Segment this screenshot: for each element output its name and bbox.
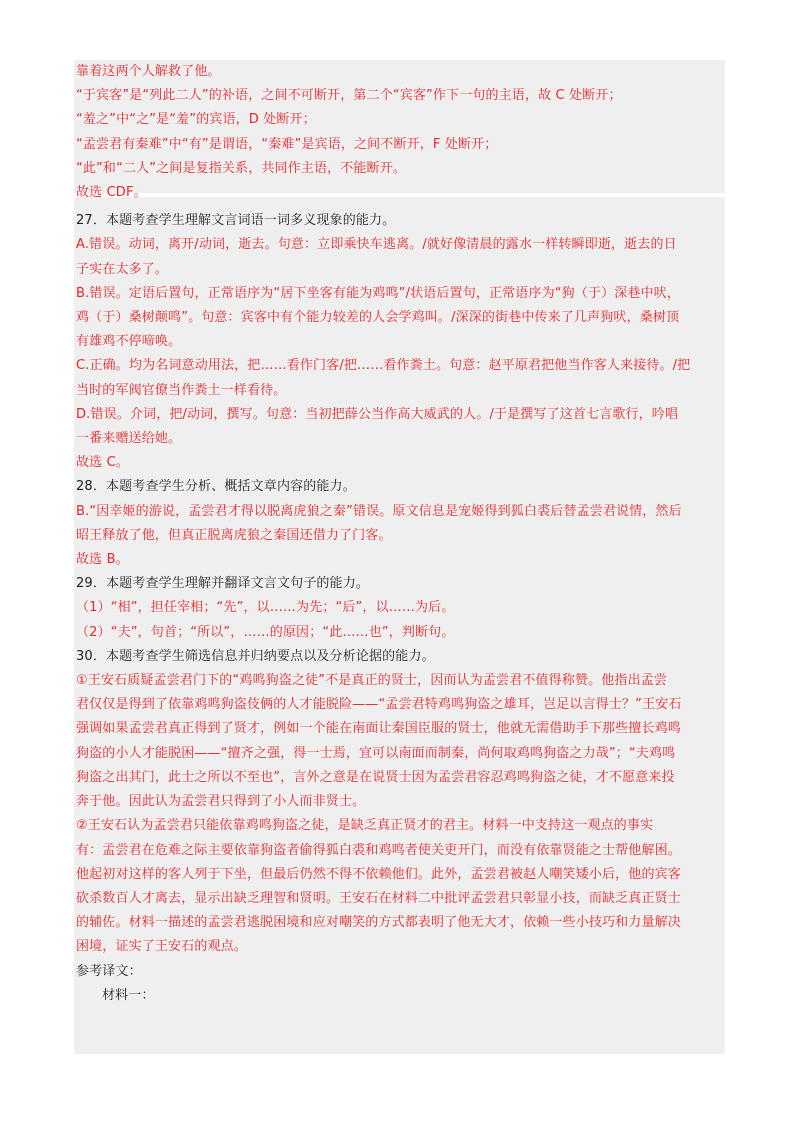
text-line: “于宾客”是“列此二人”的补语，之间不可断开，第二个“宾客”作下一句的主语，故 C 处断开； [76, 88, 622, 104]
text-line: 29．本题考查学生理解并翻译文言文句子的能力。 [76, 576, 369, 592]
text-line: “此”和“二人”之间是复指关系，共同作主语，不能断开。 [76, 160, 406, 176]
text-line: 有雄鸡不停啼唤。 [76, 334, 182, 350]
text-line: 故选 CDF。 [76, 185, 147, 201]
text-line: 有：孟尝君在危难之际主要依靠狗盗者偷得狐白裘和鸡鸣者使关吏开门，而没有依靠贤能之士帮他解困。 [76, 842, 681, 858]
text-line: 的辅佐。材料一描述的孟尝君逃脱困境和应对嘲笑的方式都表明了他无大才，依赖一些小技巧和力量解决 [76, 915, 681, 931]
text-line: 30．本题考查学生筛选信息并归纳要点以及分析论据的能力。 [76, 648, 435, 664]
text-line: 狗盗之出其门，此士之所以不至也”，言外之意是在说贤士因为孟尝君容忍鸡鸣狗盗之徒，才不愿意来投 [76, 769, 675, 785]
text-line: 强调如果孟尝君真正得到了贤才，例如一个能在南面让秦国臣服的贤士，他就无需借助手下那些擅长鸡鸣 [76, 721, 681, 737]
text-line: 27．本题考查学生理解文言词语一词多义现象的能力。 [76, 213, 396, 229]
text-line: 子实在太多了。 [76, 261, 169, 277]
text-line: 他起初对这样的客人列于下坐，但最后仍然不得不依赖他们。此外，孟尝君被赵人嘲笑矮小后，他的宾客 [76, 866, 681, 882]
text-line: D.错误。介词，把/动词，撰写。句意：当初把薛公当作高大威武的人。/于是撰写了这首七言歌行，吟唱 [76, 406, 679, 422]
text-line: 参考译文： [76, 963, 142, 979]
text-line: B.错误。定语后置句，正常语序为“居下坐客有能为鸡鸣”/状语后置句，正常语序为“狗（于）深巷中吠， [76, 285, 680, 301]
text-line: “孟尝君有秦难”中“有”是谓语，“秦难”是宾语，之间不断开，F 处断开； [76, 136, 498, 152]
text-line: 奔于他。因此认为孟尝君只得到了小人而非贤士。 [76, 794, 366, 810]
text-line: 鸡（于）桑树颠鸣”。句意：宾客中有个能力较差的人会学鸡叫。/深深的街巷中传来了几声狗吠，桑树顶 [76, 310, 680, 326]
text-line: 昭王释放了他，但真正脱离虎狼之秦国还借力了门客。 [76, 527, 392, 543]
text-line: ①王安石质疑孟尝君门下的“鸡鸣狗盗之徒”不是真正的贤士，因而认为孟尝君不值得称赞。他指出孟尝 [76, 673, 668, 689]
text-line: 故选 C。 [76, 455, 129, 471]
text-line: 君仅仅是得到了依靠鸡鸣狗盗伎俩的人才能脱险——“孟尝君特鸡鸣狗盗之雄耳，岂足以言得士？”王安石 [76, 697, 682, 713]
text-line: A.错误。动词，离开/动词，逝去。句意：立即乘快车逃离。/就好像清晨的露水一样转瞬即逝，逝去的日 [76, 237, 677, 253]
text-line: ②王安石认为孟尝君只能依靠鸡鸣狗盗之徒，是缺乏真正贤才的君主。材料一中支持这一观点的事实 [76, 818, 654, 834]
text-line: 狗盗的小人才能脱困——“擅齐之强，得一士焉，宜可以南面而制秦，尚何取鸡鸣狗盗之力哉”；“夫鸡鸣 [76, 745, 676, 761]
text-line: C.正确。均为名词意动用法，把……看作门客/把……看作粪土。句意：赵平原君把他当作客人来接待。/把 [76, 358, 691, 374]
answer-explanation-text [76, 60, 724, 1008]
text-line: 困境，证实了王安石的观点。 [76, 939, 247, 955]
text-line: “羞之”中“之”是“羞”的宾语，D 处断开； [76, 112, 316, 128]
text-line: 一番来赠送给她。 [76, 431, 182, 447]
text-line: 靠着这两个人解救了他。 [76, 64, 221, 79]
text-line: B.“因幸姬的游说，孟尝君才得以脱离虎狼之秦”错误。原文信息是宠姬得到狐白裘后替孟尝君说情，然后 [76, 503, 682, 519]
text-line: 材料一： [102, 987, 155, 1003]
text-line: （1）“相”，担任宰相；“先”，以……为先；“后”，以……为后。 [76, 600, 455, 616]
text-line: （2）“夫”，句首；“所以”，……的原因；“此……也”，判断句。 [76, 624, 455, 640]
text-line: 故选 B。 [76, 552, 129, 568]
text-line: 砍杀数百人才离去，显示出缺乏理智和贤明。王安石在材料二中批评孟尝君只彰显小技，而缺乏真正贤士 [76, 890, 681, 906]
text-line: 当时的军阀官僚当作粪土一样看待。 [76, 382, 287, 398]
text-line: 28．本题考查学生分析、概括文章内容的能力。 [76, 479, 356, 495]
